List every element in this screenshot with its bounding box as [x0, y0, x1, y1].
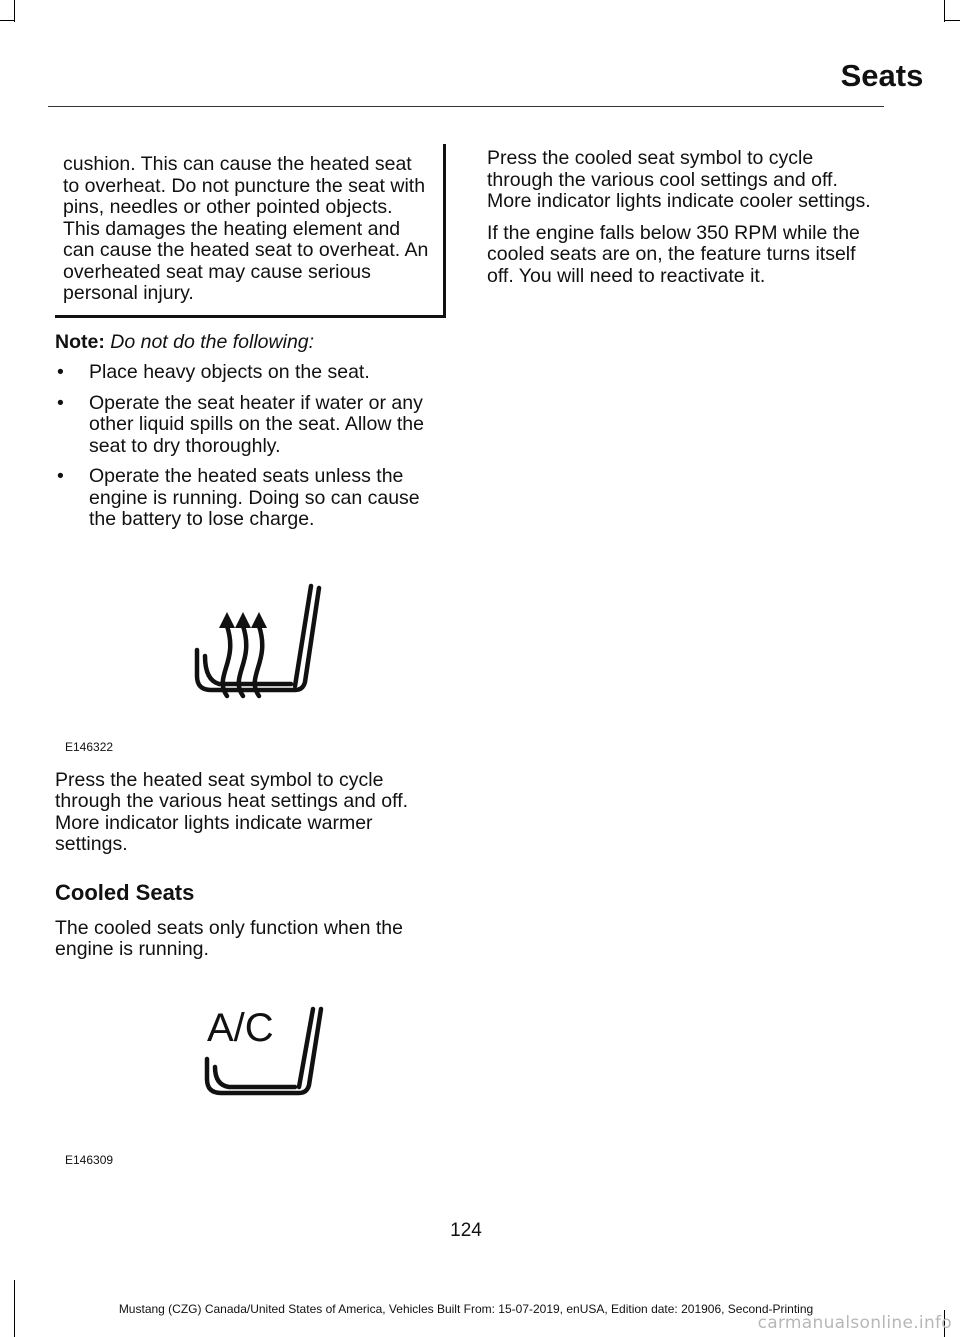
cooled-seat-figure	[55, 961, 447, 1181]
note-label: Note:	[55, 330, 105, 353]
engine-rpm-paragraph: If the engine falls below 350 RPM while the cooled seats are on, the feature turns itself off. You will need to reactivate it.	[487, 221, 860, 287]
figure-code: E146309	[65, 1152, 114, 1167]
page-title: Seats	[840, 58, 924, 93]
right-column	[487, 148, 882, 287]
cooled-seat-paragraph: Press the cooled seat symbol to cycle through the various cool settings and off. More indicator lights indicate cooler settings.	[487, 147, 871, 212]
crop-mark	[14, 0, 15, 22]
crop-mark	[944, 20, 960, 21]
crop-mark	[0, 20, 15, 21]
figure-code: E146322	[65, 739, 114, 754]
list-item: • Operate the seat heater if water or any other liquid spills on the seat. Allow the seat to dry thoroughly.	[55, 393, 447, 458]
crop-mark	[944, 0, 945, 22]
footer-text: Mustang (CZG) Canada/United States of America, Vehicles Built From: 15-07-2019, enUSA, Edition date: 201906, Second-Printing	[118, 1302, 814, 1316]
heated-seat-figure	[55, 540, 447, 756]
warning-text: cushion. This can cause the heated seat to overheat. Do not puncture the seat with pins, needles or other pointed objects. This damages the heating element and can cause the heated seat to overheat. An overheated seat may cause serious personal injury.	[63, 153, 429, 304]
list-item: • Place heavy objects on the seat.	[55, 362, 447, 384]
list-item: • Operate the heated seats unless the engine is running. Doing so can cause the battery to lose charge.	[55, 466, 447, 531]
heated-seat-icon	[191, 580, 331, 710]
cooled-intro-paragraph: The cooled seats only function when the engine is running.	[55, 916, 403, 960]
left-column	[55, 144, 447, 1181]
bullet-list	[55, 362, 447, 531]
note	[55, 332, 447, 354]
note-text: Do not do the following:	[110, 330, 315, 353]
heated-seat-paragraph: Press the heated seat symbol to cycle through the various heat settings and off. More indicator lights indicate warmer settings.	[55, 768, 409, 855]
watermark: carmanualsonline.info	[757, 1313, 952, 1333]
warning-box	[55, 144, 446, 318]
cooled-seat-icon	[203, 1001, 333, 1111]
page-number: 124	[450, 1220, 482, 1241]
header-divider	[48, 106, 884, 107]
section-heading: Cooled Seats	[55, 879, 195, 905]
ac-icon-label: A/C	[207, 1005, 274, 1050]
